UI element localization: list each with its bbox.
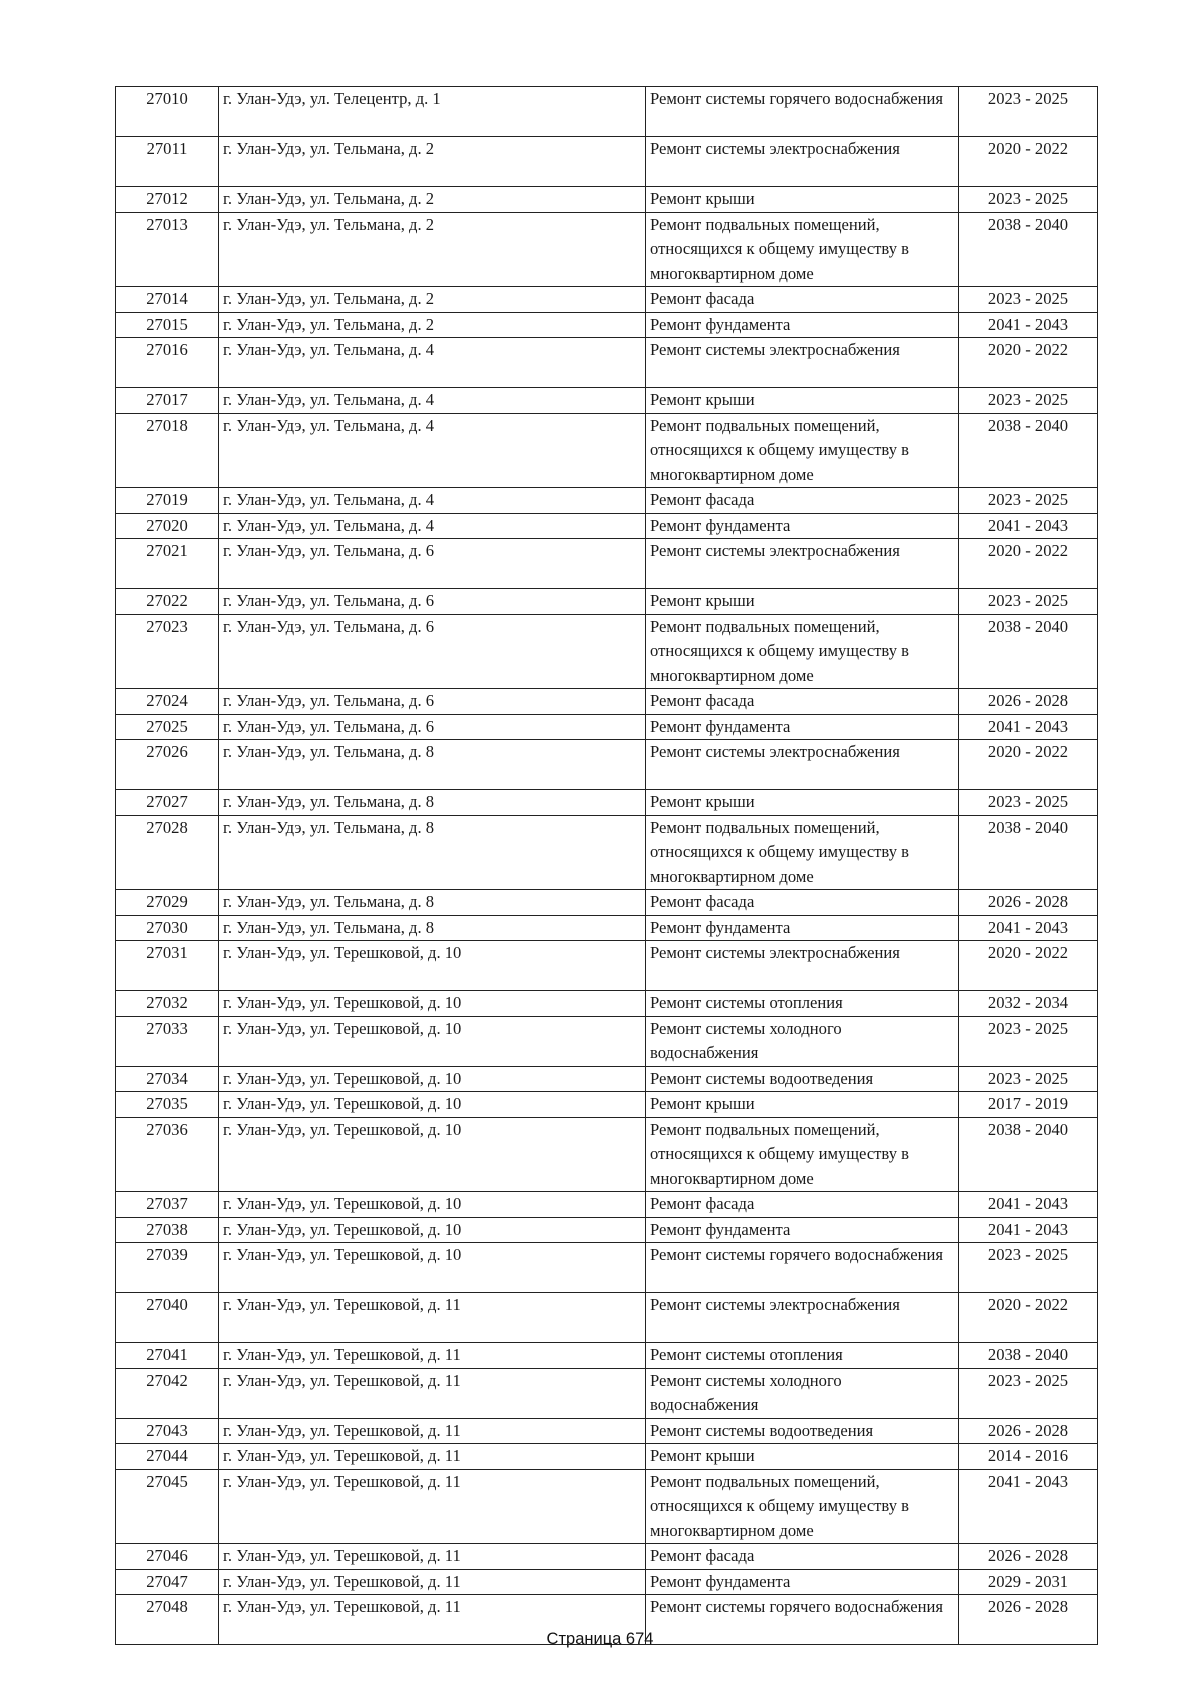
period-cell: 2020 - 2022 <box>959 137 1098 187</box>
address-cell: г. Улан-Удэ, ул. Терешковой, д. 11 <box>219 1444 646 1470</box>
table-row <box>116 890 1098 916</box>
work-type-cell: Ремонт фасада <box>646 689 959 715</box>
address-cell: г. Улан-Удэ, ул. Терешковой, д. 10 <box>219 1117 646 1192</box>
address-cell: г. Улан-Удэ, ул. Тельмана, д. 4 <box>219 338 646 388</box>
record-id-cell: 27021 <box>116 539 219 589</box>
table-row <box>116 287 1098 313</box>
work-type-cell: Ремонт фасада <box>646 488 959 514</box>
period-cell: 2020 - 2022 <box>959 1293 1098 1343</box>
table-row <box>116 915 1098 941</box>
address-cell: г. Улан-Удэ, ул. Терешковой, д. 10 <box>219 1016 646 1066</box>
address-cell: г. Улан-Удэ, ул. Тельмана, д. 4 <box>219 413 646 488</box>
record-id-cell: 27033 <box>116 1016 219 1066</box>
table-row <box>116 187 1098 213</box>
address-cell: г. Улан-Удэ, ул. Терешковой, д. 10 <box>219 941 646 991</box>
table-row <box>116 614 1098 689</box>
period-cell: 2041 - 2043 <box>959 312 1098 338</box>
work-type-cell: Ремонт системы холодного водоснабжения <box>646 1016 959 1066</box>
period-cell: 2041 - 2043 <box>959 915 1098 941</box>
address-cell: г. Улан-Удэ, ул. Терешковой, д. 10 <box>219 1066 646 1092</box>
address-cell: г. Улан-Удэ, ул. Терешковой, д. 10 <box>219 1192 646 1218</box>
record-id-cell: 27040 <box>116 1293 219 1343</box>
address-cell: г. Улан-Удэ, ул. Терешковой, д. 11 <box>219 1569 646 1595</box>
record-id-cell: 27047 <box>116 1569 219 1595</box>
record-id-cell: 27029 <box>116 890 219 916</box>
record-id-cell: 27012 <box>116 187 219 213</box>
record-id-cell: 27025 <box>116 714 219 740</box>
record-id-cell: 27028 <box>116 815 219 890</box>
address-cell: г. Улан-Удэ, ул. Терешковой, д. 11 <box>219 1469 646 1544</box>
period-cell: 2026 - 2028 <box>959 890 1098 916</box>
table-row <box>116 1293 1098 1343</box>
work-type-cell: Ремонт системы горячего водоснабжения <box>646 1243 959 1293</box>
address-cell: г. Улан-Удэ, ул. Терешковой, д. 10 <box>219 1243 646 1293</box>
address-cell: г. Улан-Удэ, ул. Тельмана, д. 8 <box>219 790 646 816</box>
work-type-cell: Ремонт системы электроснабжения <box>646 539 959 589</box>
period-cell: 2020 - 2022 <box>959 740 1098 790</box>
period-cell: 2023 - 2025 <box>959 187 1098 213</box>
record-id-cell: 27036 <box>116 1117 219 1192</box>
record-id-cell: 27039 <box>116 1243 219 1293</box>
table-row <box>116 790 1098 816</box>
address-cell: г. Улан-Удэ, ул. Терешковой, д. 10 <box>219 991 646 1017</box>
period-cell: 2038 - 2040 <box>959 212 1098 287</box>
work-type-cell: Ремонт подвальных помещений, относящихся к общему имуществу в многоквартирном доме <box>646 1469 959 1544</box>
work-type-cell: Ремонт фасада <box>646 1192 959 1218</box>
period-cell: 2041 - 2043 <box>959 513 1098 539</box>
address-cell: г. Улан-Удэ, ул. Тельмана, д. 6 <box>219 539 646 589</box>
record-id-cell: 27026 <box>116 740 219 790</box>
table-row <box>116 388 1098 414</box>
table-row <box>116 714 1098 740</box>
work-type-cell: Ремонт фасада <box>646 287 959 313</box>
period-cell: 2038 - 2040 <box>959 614 1098 689</box>
record-id-cell: 27030 <box>116 915 219 941</box>
address-cell: г. Улан-Удэ, ул. Тельмана, д. 6 <box>219 714 646 740</box>
period-cell: 2038 - 2040 <box>959 1343 1098 1369</box>
work-type-cell: Ремонт системы горячего водоснабжения <box>646 87 959 137</box>
record-id-cell: 27032 <box>116 991 219 1017</box>
work-type-cell: Ремонт крыши <box>646 1092 959 1118</box>
work-type-cell: Ремонт подвальных помещений, относящихся к общему имуществу в многоквартирном доме <box>646 413 959 488</box>
work-type-cell: Ремонт системы электроснабжения <box>646 1293 959 1343</box>
table-row <box>116 689 1098 715</box>
period-cell: 2038 - 2040 <box>959 815 1098 890</box>
period-cell: 2023 - 2025 <box>959 1368 1098 1418</box>
table-row <box>116 815 1098 890</box>
period-cell: 2023 - 2025 <box>959 287 1098 313</box>
table-row <box>116 1368 1098 1418</box>
work-type-cell: Ремонт системы электроснабжения <box>646 740 959 790</box>
table-row <box>116 513 1098 539</box>
period-cell: 2026 - 2028 <box>959 1595 1098 1645</box>
address-cell: г. Улан-Удэ, ул. Телецентр, д. 1 <box>219 87 646 137</box>
repair-schedule-table <box>115 86 1098 1645</box>
period-cell: 2023 - 2025 <box>959 1016 1098 1066</box>
table-body <box>116 87 1098 1645</box>
record-id-cell: 27043 <box>116 1418 219 1444</box>
period-cell: 2041 - 2043 <box>959 1217 1098 1243</box>
record-id-cell: 27044 <box>116 1444 219 1470</box>
work-type-cell: Ремонт системы горячего водоснабжения <box>646 1595 959 1645</box>
table-row <box>116 312 1098 338</box>
period-cell: 2041 - 2043 <box>959 1469 1098 1544</box>
period-cell: 2023 - 2025 <box>959 790 1098 816</box>
table-row <box>116 1066 1098 1092</box>
record-id-cell: 27037 <box>116 1192 219 1218</box>
record-id-cell: 27017 <box>116 388 219 414</box>
table-row <box>116 991 1098 1017</box>
address-cell: г. Улан-Удэ, ул. Терешковой, д. 10 <box>219 1092 646 1118</box>
work-type-cell: Ремонт фасада <box>646 890 959 916</box>
record-id-cell: 27038 <box>116 1217 219 1243</box>
work-type-cell: Ремонт крыши <box>646 589 959 615</box>
work-type-cell: Ремонт системы водоотведения <box>646 1418 959 1444</box>
period-cell: 2026 - 2028 <box>959 1544 1098 1570</box>
period-cell: 2023 - 2025 <box>959 388 1098 414</box>
work-type-cell: Ремонт фундамента <box>646 1569 959 1595</box>
period-cell: 2020 - 2022 <box>959 338 1098 388</box>
period-cell: 2020 - 2022 <box>959 941 1098 991</box>
table-row <box>116 488 1098 514</box>
work-type-cell: Ремонт крыши <box>646 790 959 816</box>
period-cell: 2023 - 2025 <box>959 1066 1098 1092</box>
table-row <box>116 941 1098 991</box>
period-cell: 2029 - 2031 <box>959 1569 1098 1595</box>
address-cell: г. Улан-Удэ, ул. Терешковой, д. 11 <box>219 1293 646 1343</box>
record-id-cell: 27020 <box>116 513 219 539</box>
period-cell: 2017 - 2019 <box>959 1092 1098 1118</box>
record-id-cell: 27048 <box>116 1595 219 1645</box>
table-row <box>116 1469 1098 1544</box>
record-id-cell: 27041 <box>116 1343 219 1369</box>
record-id-cell: 27016 <box>116 338 219 388</box>
work-type-cell: Ремонт фундамента <box>646 1217 959 1243</box>
period-cell: 2032 - 2034 <box>959 991 1098 1017</box>
work-type-cell: Ремонт системы электроснабжения <box>646 338 959 388</box>
address-cell: г. Улан-Удэ, ул. Терешковой, д. 11 <box>219 1343 646 1369</box>
table-row <box>116 1444 1098 1470</box>
period-cell: 2026 - 2028 <box>959 689 1098 715</box>
period-cell: 2023 - 2025 <box>959 488 1098 514</box>
table-row <box>116 137 1098 187</box>
address-cell: г. Улан-Удэ, ул. Тельмана, д. 2 <box>219 287 646 313</box>
period-cell: 2020 - 2022 <box>959 539 1098 589</box>
record-id-cell: 27013 <box>116 212 219 287</box>
record-id-cell: 27010 <box>116 87 219 137</box>
work-type-cell: Ремонт подвальных помещений, относящихся к общему имуществу в многоквартирном доме <box>646 614 959 689</box>
work-type-cell: Ремонт фундамента <box>646 915 959 941</box>
table-row <box>116 1418 1098 1444</box>
address-cell: г. Улан-Удэ, ул. Терешковой, д. 11 <box>219 1418 646 1444</box>
work-type-cell: Ремонт системы электроснабжения <box>646 941 959 991</box>
table-row <box>116 589 1098 615</box>
address-cell: г. Улан-Удэ, ул. Тельмана, д. 4 <box>219 513 646 539</box>
record-id-cell: 27024 <box>116 689 219 715</box>
table-row <box>116 1343 1098 1369</box>
record-id-cell: 27019 <box>116 488 219 514</box>
record-id-cell: 27018 <box>116 413 219 488</box>
address-cell: г. Улан-Удэ, ул. Тельмана, д. 2 <box>219 312 646 338</box>
work-type-cell: Ремонт системы электроснабжения <box>646 137 959 187</box>
work-type-cell: Ремонт фундамента <box>646 513 959 539</box>
address-cell: г. Улан-Удэ, ул. Тельмана, д. 6 <box>219 689 646 715</box>
record-id-cell: 27045 <box>116 1469 219 1544</box>
work-type-cell: Ремонт подвальных помещений, относящихся к общему имуществу в многоквартирном доме <box>646 212 959 287</box>
work-type-cell: Ремонт системы водоотведения <box>646 1066 959 1092</box>
record-id-cell: 27015 <box>116 312 219 338</box>
period-cell: 2041 - 2043 <box>959 714 1098 740</box>
record-id-cell: 27042 <box>116 1368 219 1418</box>
record-id-cell: 27027 <box>116 790 219 816</box>
address-cell: г. Улан-Удэ, ул. Терешковой, д. 11 <box>219 1368 646 1418</box>
record-id-cell: 27022 <box>116 589 219 615</box>
table-row <box>116 1092 1098 1118</box>
work-type-cell: Ремонт фундамента <box>646 714 959 740</box>
table-row <box>116 1217 1098 1243</box>
address-cell: г. Улан-Удэ, ул. Терешковой, д. 11 <box>219 1544 646 1570</box>
table-row <box>116 740 1098 790</box>
work-type-cell: Ремонт системы холодного водоснабжения <box>646 1368 959 1418</box>
table-row <box>116 212 1098 287</box>
address-cell: г. Улан-Удэ, ул. Тельмана, д. 8 <box>219 915 646 941</box>
record-id-cell: 27046 <box>116 1544 219 1570</box>
address-cell: г. Улан-Удэ, ул. Терешковой, д. 11 <box>219 1595 646 1645</box>
address-cell: г. Улан-Удэ, ул. Тельмана, д. 6 <box>219 589 646 615</box>
period-cell: 2023 - 2025 <box>959 87 1098 137</box>
table-row <box>116 539 1098 589</box>
record-id-cell: 27031 <box>116 941 219 991</box>
address-cell: г. Улан-Удэ, ул. Тельмана, д. 8 <box>219 890 646 916</box>
work-type-cell: Ремонт крыши <box>646 1444 959 1470</box>
work-type-cell: Ремонт системы отопления <box>646 991 959 1017</box>
address-cell: г. Улан-Удэ, ул. Тельмана, д. 8 <box>219 740 646 790</box>
work-type-cell: Ремонт крыши <box>646 388 959 414</box>
period-cell: 2023 - 2025 <box>959 589 1098 615</box>
table-row <box>116 1544 1098 1570</box>
period-cell: 2041 - 2043 <box>959 1192 1098 1218</box>
table-row <box>116 1016 1098 1066</box>
address-cell: г. Улан-Удэ, ул. Тельмана, д. 2 <box>219 137 646 187</box>
record-id-cell: 27023 <box>116 614 219 689</box>
table-row <box>116 1192 1098 1218</box>
address-cell: г. Улан-Удэ, ул. Тельмана, д. 8 <box>219 815 646 890</box>
record-id-cell: 27034 <box>116 1066 219 1092</box>
table-row <box>116 1117 1098 1192</box>
page-number: Страница 674 <box>546 1630 654 1648</box>
period-cell: 2038 - 2040 <box>959 413 1098 488</box>
work-type-cell: Ремонт крыши <box>646 187 959 213</box>
period-cell: 2026 - 2028 <box>959 1418 1098 1444</box>
table-row <box>116 413 1098 488</box>
address-cell: г. Улан-Удэ, ул. Терешковой, д. 10 <box>219 1217 646 1243</box>
address-cell: г. Улан-Удэ, ул. Тельмана, д. 2 <box>219 187 646 213</box>
record-id-cell: 27011 <box>116 137 219 187</box>
record-id-cell: 27035 <box>116 1092 219 1118</box>
work-type-cell: Ремонт системы отопления <box>646 1343 959 1369</box>
table-row <box>116 1243 1098 1293</box>
work-type-cell: Ремонт подвальных помещений, относящихся к общему имуществу в многоквартирном доме <box>646 1117 959 1192</box>
period-cell: 2023 - 2025 <box>959 1243 1098 1293</box>
table-row <box>116 338 1098 388</box>
work-type-cell: Ремонт фасада <box>646 1544 959 1570</box>
table-row <box>116 87 1098 137</box>
work-type-cell: Ремонт фундамента <box>646 312 959 338</box>
record-id-cell: 27014 <box>116 287 219 313</box>
address-cell: г. Улан-Удэ, ул. Тельмана, д. 4 <box>219 388 646 414</box>
address-cell: г. Улан-Удэ, ул. Тельмана, д. 6 <box>219 614 646 689</box>
address-cell: г. Улан-Удэ, ул. Тельмана, д. 2 <box>219 212 646 287</box>
period-cell: 2038 - 2040 <box>959 1117 1098 1192</box>
period-cell: 2014 - 2016 <box>959 1444 1098 1470</box>
work-type-cell: Ремонт подвальных помещений, относящихся к общему имуществу в многоквартирном доме <box>646 815 959 890</box>
address-cell: г. Улан-Удэ, ул. Тельмана, д. 4 <box>219 488 646 514</box>
table-row <box>116 1569 1098 1595</box>
